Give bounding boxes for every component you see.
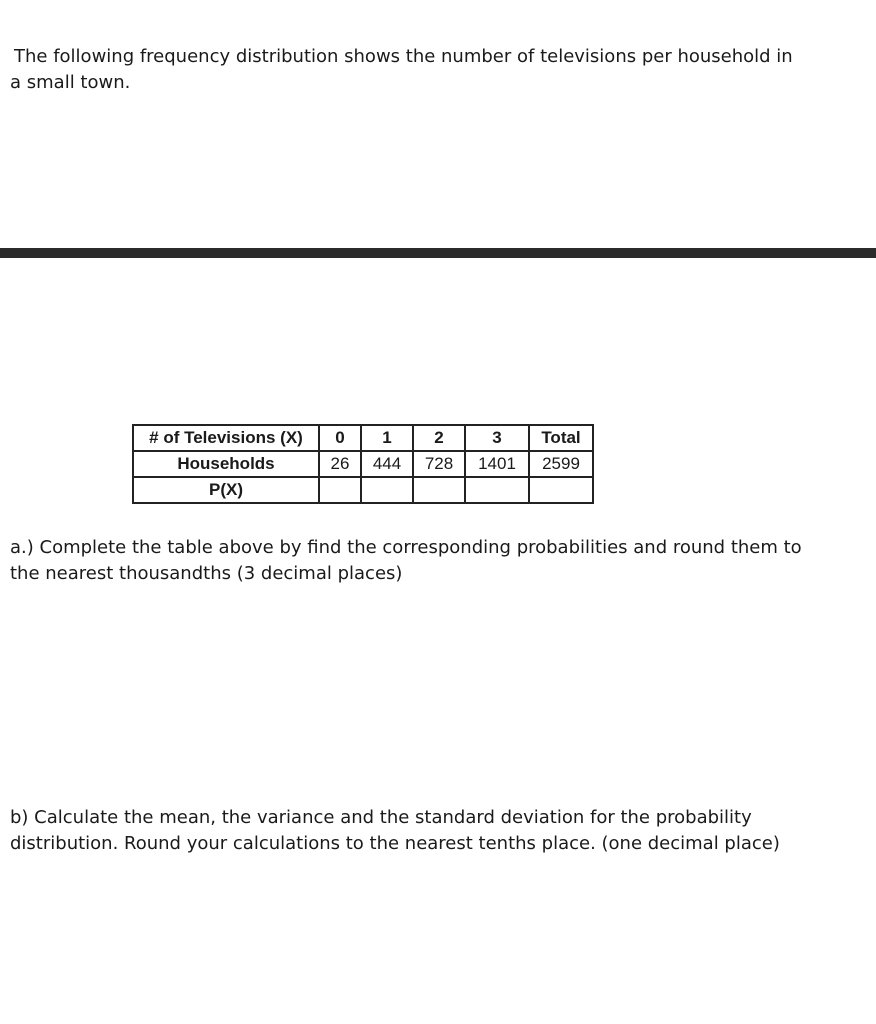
header-cell-0: 0 — [319, 425, 361, 451]
probability-cell-0[interactable] — [319, 477, 361, 503]
table-header-row — [133, 425, 593, 451]
intro-line-1: The following frequency distribution shows the number of televisions per household in — [14, 46, 793, 67]
frequency-table — [132, 424, 594, 504]
intro-text — [10, 44, 810, 96]
probability-label-cell: P(X) — [133, 477, 319, 503]
intro-line-2: a small town. — [10, 72, 131, 93]
probability-cell-2[interactable] — [413, 477, 465, 503]
question-a — [10, 535, 830, 587]
probability-row — [133, 477, 593, 503]
households-cell-3: 1401 — [465, 451, 529, 477]
header-cell-total: Total — [529, 425, 593, 451]
header-cell-1: 1 — [361, 425, 413, 451]
probability-cell-3[interactable] — [465, 477, 529, 503]
question-b-line-1: b) Calculate the mean, the variance and the standard deviation for the probability — [10, 807, 752, 828]
households-cell-1: 444 — [361, 451, 413, 477]
households-cell-0: 26 — [319, 451, 361, 477]
header-cell-2: 2 — [413, 425, 465, 451]
section-divider — [0, 248, 876, 258]
probability-cell-1[interactable] — [361, 477, 413, 503]
question-b — [10, 805, 830, 857]
households-label-cell: Households — [133, 451, 319, 477]
households-cell-2: 728 — [413, 451, 465, 477]
header-cell-3: 3 — [465, 425, 529, 451]
households-cell-total: 2599 — [529, 451, 593, 477]
households-row — [133, 451, 593, 477]
header-label-cell: # of Televisions (X) — [133, 425, 319, 451]
probability-cell-total[interactable] — [529, 477, 593, 503]
question-a-line-1: a.) Complete the table above by find the corresponding probabilities and round them to — [10, 537, 802, 558]
question-a-line-2: the nearest thousandths (3 decimal places) — [10, 563, 403, 584]
question-b-line-2: distribution. Round your calculations to the nearest tenths place. (one decimal place) — [10, 833, 780, 854]
